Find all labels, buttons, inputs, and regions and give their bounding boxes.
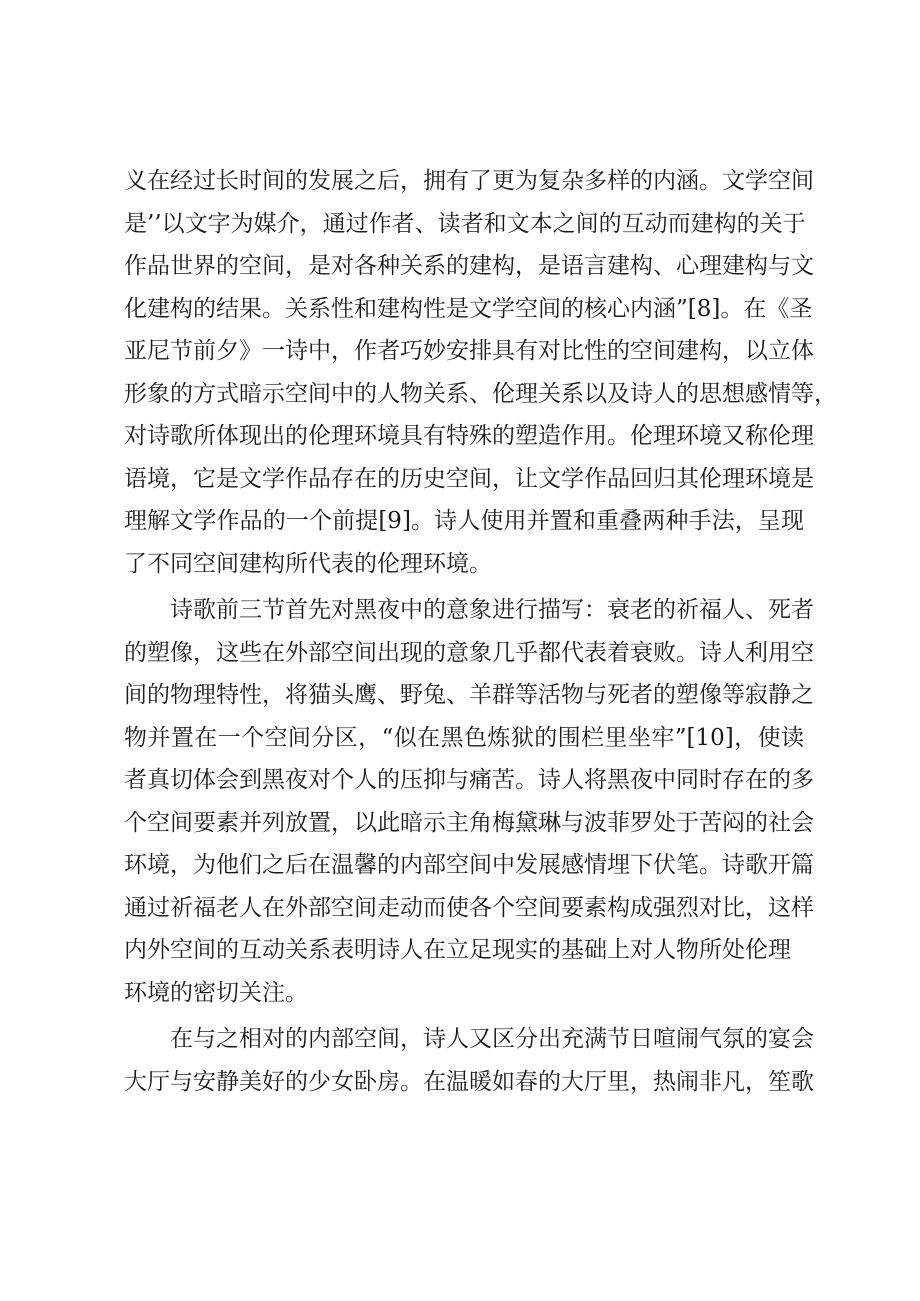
text-line: 物并置在一个空间分区，“似在黑色炼狱的围栏里坐牢”[10]，使读 <box>124 724 804 751</box>
text-line: 通过祈福老人在外部空间走动而使各个空间要素构成强烈对比，这样 <box>124 894 814 921</box>
text-line: 者真切体会到黑夜对个人的压抑与痛苦。诗人将黑夜中同时存在的多 <box>124 767 814 793</box>
text-line: 化建构的结果。关系性和建构性是文学空间的核心内涵”[8]。在《圣 <box>124 295 813 322</box>
text-line: 在与之相对的内部空间，诗人又区分出充满节日喧闹气氛的宴会 <box>170 1026 814 1052</box>
text-line: 了不同空间建构所代表的伦理环境。 <box>124 550 492 577</box>
text-line: 作品世界的空间，是对各种关系的建构，是语言建构、心理建构与文 <box>124 253 814 279</box>
text-line: 义在经过长时间的发展之后，拥有了更为复杂多样的内涵。文学空间 <box>124 168 814 194</box>
text-line: 环境，为他们之后在温馨的内部空间中发展感情埋下伏笔。诗歌开篇 <box>124 852 814 878</box>
text-line: 语境，它是文学作品存在的历史空间，让文学作品回归其伦理环境是 <box>124 465 814 492</box>
paragraph-night-imagery <box>124 589 814 1014</box>
text-line: 对诗歌所体现出的伦理环境具有特殊的塑造作用。伦理环境又称伦理 <box>124 423 814 449</box>
paragraph-literary-space <box>124 160 837 585</box>
text-line: 形象的方式暗示空间中的人物关系、伦理关系以及诗人的思想感情等， <box>124 380 837 407</box>
paragraph-interior-space <box>124 1018 814 1103</box>
text-line: 的塑像，这些在外部空间出现的意象几乎都代表着衰败。诗人利用空 <box>124 639 814 666</box>
text-line: 内外空间的互动关系表明诗人在立足现实的基础上对人物所处伦理 <box>124 937 791 963</box>
text-line: 理解文学作品的一个前提[9]。诗人使用并置和重叠两种手法，呈现 <box>124 508 804 534</box>
text-line: 是’’以文字为媒介，通过作者、读者和文本之间的互动而建构的关于 <box>124 210 806 237</box>
document-body <box>124 160 837 1103</box>
text-line: 诗歌前三节首先对黑夜中的意象进行描写：衰老的祈福人、死者 <box>170 597 814 623</box>
text-line: 间的物理特性，将猫头鹰、野兔、羊群等活物与死者的塑像等寂静之 <box>124 682 814 708</box>
text-line: 个空间要素并列放置，以此暗示主角梅黛琳与波菲罗处于苦闷的社会 <box>124 809 814 836</box>
text-line: 环境的密切关注。 <box>124 979 308 1006</box>
text-line: 大厅与安静美好的少女卧房。在温暖如春的大厅里，热闹非凡，笙歌 <box>124 1068 814 1095</box>
text-line: 亚尼节前夕》一诗中，作者巧妙安排具有对比性的空间建构，以立体 <box>124 338 814 364</box>
